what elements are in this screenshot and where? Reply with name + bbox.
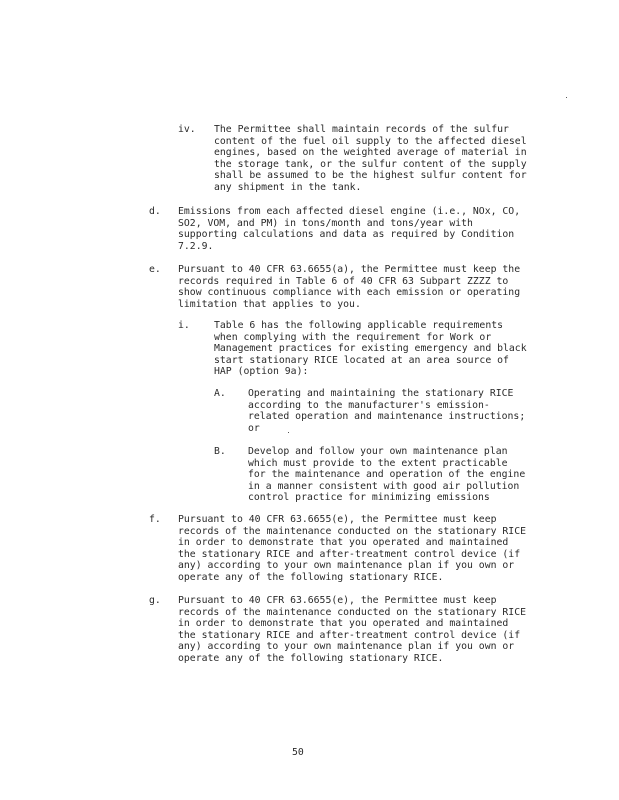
item-label: i. [178,320,190,331]
scan-speck [288,432,289,433]
item-label: g. [149,595,161,606]
item-label: e. [149,264,161,275]
item-text: Pursuant to 40 CFR 63.6655(e), the Permittee must keep records of the maintenance conducted on the stationary RICE in order to demonstrate that you operated and maintained the stationary RICE and after-treatment control device (if any) according to your own maintenance plan if you own or operate any of the following stationary RICE. [178,595,526,664]
item-text: Table 6 has the following applicable requirements when complying with the requirement for Work or Management practices for existing emergency and black start stationary RICE located at an area source of HAP (option 9a): [214,320,527,377]
item-label: d. [149,206,161,217]
item-label: A. [214,388,226,399]
item-text: Emissions from each affected diesel engine (i.e., NOx, CO, SO2, VOM, and PM) in tons/month and tons/year with supporting calculations and data as required by Condition 7.2.9. [178,206,521,252]
item-text: The Permittee shall maintain records of the sulfur content of the fuel oil supply to the affected diesel engines, based on the weighted average of material in the storage tank, or the sulfur content of the supply shall be assumed to be the highest sulfur content for any shipment in the tank. [214,124,527,193]
item-text: Pursuant to 40 CFR 63.6655(a), the Permittee must keep the records required in Table 6 of 40 CFR 63 Subpart ZZZZ to show continuous compliance with each emission or operating limitation that applies to you. [178,264,521,310]
item-label: f. [149,514,161,525]
item-text: Pursuant to 40 CFR 63.6655(e), the Permittee must keep records of the maintenance conducted on the stationary RICE in order to demonstrate that you operated and maintained the stationary RICE and after-treatment control device (if any) according to your own maintenance plan if you own or operate any of the following stationary RICE. [178,514,526,583]
item-text: Operating and maintaining the stationary RICE according to the manufacturer's emission- related operation and maintenance instructions; or [248,388,526,434]
item-label: iv. [178,124,196,135]
page-number: 50 [292,747,304,758]
item-text: Develop and follow your own maintenance plan which must provide to the extent practicable for the maintenance and operation of the engine in a manner consistent with good air pollution control practice for minimizing emissions [248,446,526,503]
item-label: B. [214,446,226,457]
scan-speck [566,97,567,98]
